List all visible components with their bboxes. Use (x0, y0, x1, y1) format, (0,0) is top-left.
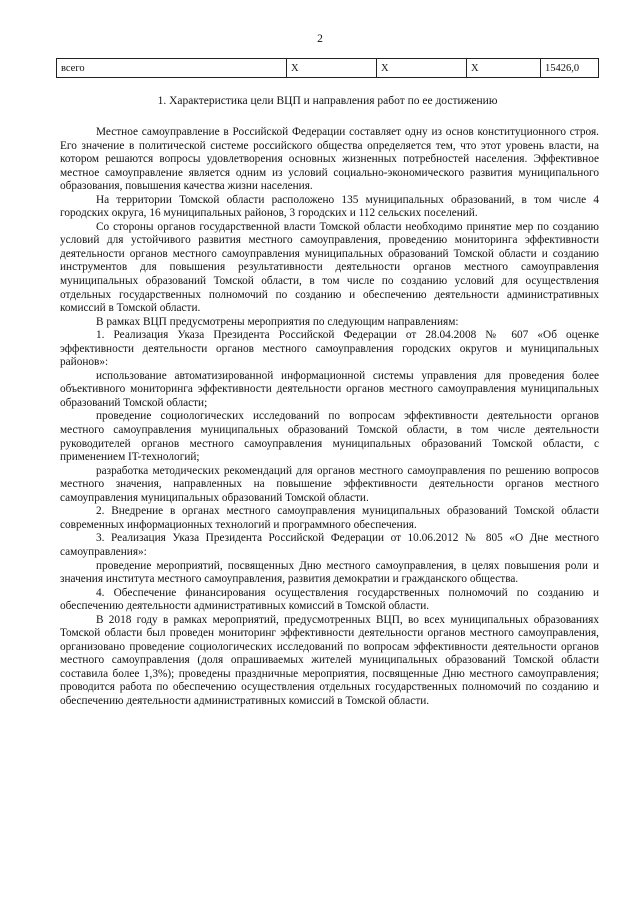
table-cell-label: всего (57, 59, 287, 78)
paragraph: Со стороны органов государственной власти Томской области необходимо принятие мер по созданию условий для устойчивого развития местного самоуправления, проведению мониторинга эффективности деятельности органов местного самоуправления муниципальных образований Томской области и созданию инструментов для повышения результативности деятельности органов местного самоуправления муниципальных образований Томской области, в том числе по созданию условий для осуществления отдельных государственных полномочий по созданию и обеспечению деятельности административных комиссий в Томской области. (60, 220, 599, 315)
summary-table (56, 58, 599, 78)
table-row (57, 59, 599, 78)
paragraph: проведение социологических исследований по вопросам эффективности деятельности органов местного самоуправления муниципальных образований Томской области, в том числе деятельности руководителей органов местного самоуправления муниципальных образований Томской области, с применением IT-технологий; (60, 410, 599, 464)
paragraph: Местное самоуправление в Российской Федерации составляет одну из основ конституционного строя. Его значение в политической системе российского общества определяется тем, что этот уровень власти, на котором решаются вопросы удовлетворения основных жизненных потребностей населения. Эффективное местное самоуправление является одним из условий социально-экономического развития муниципального образования, повышения качества жизни населения. (60, 126, 599, 193)
table-cell: X (377, 59, 467, 78)
section-heading: 1. Характеристика цели ВЦП и направления работ по ее достижению (157, 95, 498, 107)
paragraph: использование автоматизированной информационной системы управления для проведения более объективного мониторинга эффективности деятельности органов местного самоуправления муниципальных образований Томской области; (60, 369, 599, 409)
paragraph: 1. Реализация Указа Президента Российской Федерации от 28.04.2008 № 607 «Об оценке эффективности деятельности органов местного самоуправления городских округов и муниципальных районов»: (60, 329, 599, 369)
paragraph: В 2018 году в рамках мероприятий, предусмотренных ВЦП, во всех муниципальных образованиях Томской области был проведен мониторинг эффективности деятельности органов местного самоуправления, организовано проведение социологических исследований по вопросам эффективности деятельности органов местного самоуправления (доля опрашиваемых жителей муниципальных образований Томской области составила более 1,3%); проведены праздничные мероприятия, посвященные Дню местного самоуправления; проводится работа по обеспечению осуществления отдельных государственных полномочий по созданию и обеспечению деятельности административных комиссий в Томской области. (60, 613, 599, 707)
table-cell: X (287, 59, 377, 78)
paragraph: разработка методических рекомендаций для органов местного самоуправления по решению вопросов местного значения, направленных на повышение эффективности деятельности органов местного самоуправления муниципальных образований Томской области. (60, 464, 599, 504)
table-cell: X (467, 59, 541, 78)
paragraph: В рамках ВЦП предусмотрены мероприятия по следующим направлениям: (96, 315, 459, 328)
paragraph: проведение мероприятий, посвященных Дню местного самоуправления, в целях повышения роли и значения института местного самоуправления, развития демократии и гражданского общества. (60, 559, 599, 586)
paragraph: 2. Внедрение в органах местного самоуправления муниципальных образований Томской области современных информационных технологий и программного обеспечения. (60, 505, 599, 531)
table-cell-total: 15426,0 (541, 59, 599, 78)
paragraph: На территории Томской области расположено 135 муниципальных образований, в том числе 4 городских округа, 16 муниципальных районов, 3 городских и 112 сельских поселений. (60, 193, 599, 220)
page-number: 2 (317, 33, 323, 45)
document-body (60, 126, 599, 709)
paragraph: 4. Обеспечение финансирования осуществления государственных полномочий по созданию и обеспечению деятельности административных комиссий в Томской области. (60, 586, 599, 613)
paragraph: 3. Реализация Указа Президента Российской Федерации от 10.06.2012 № 805 «О Дне местного самоуправления»: (60, 532, 599, 558)
